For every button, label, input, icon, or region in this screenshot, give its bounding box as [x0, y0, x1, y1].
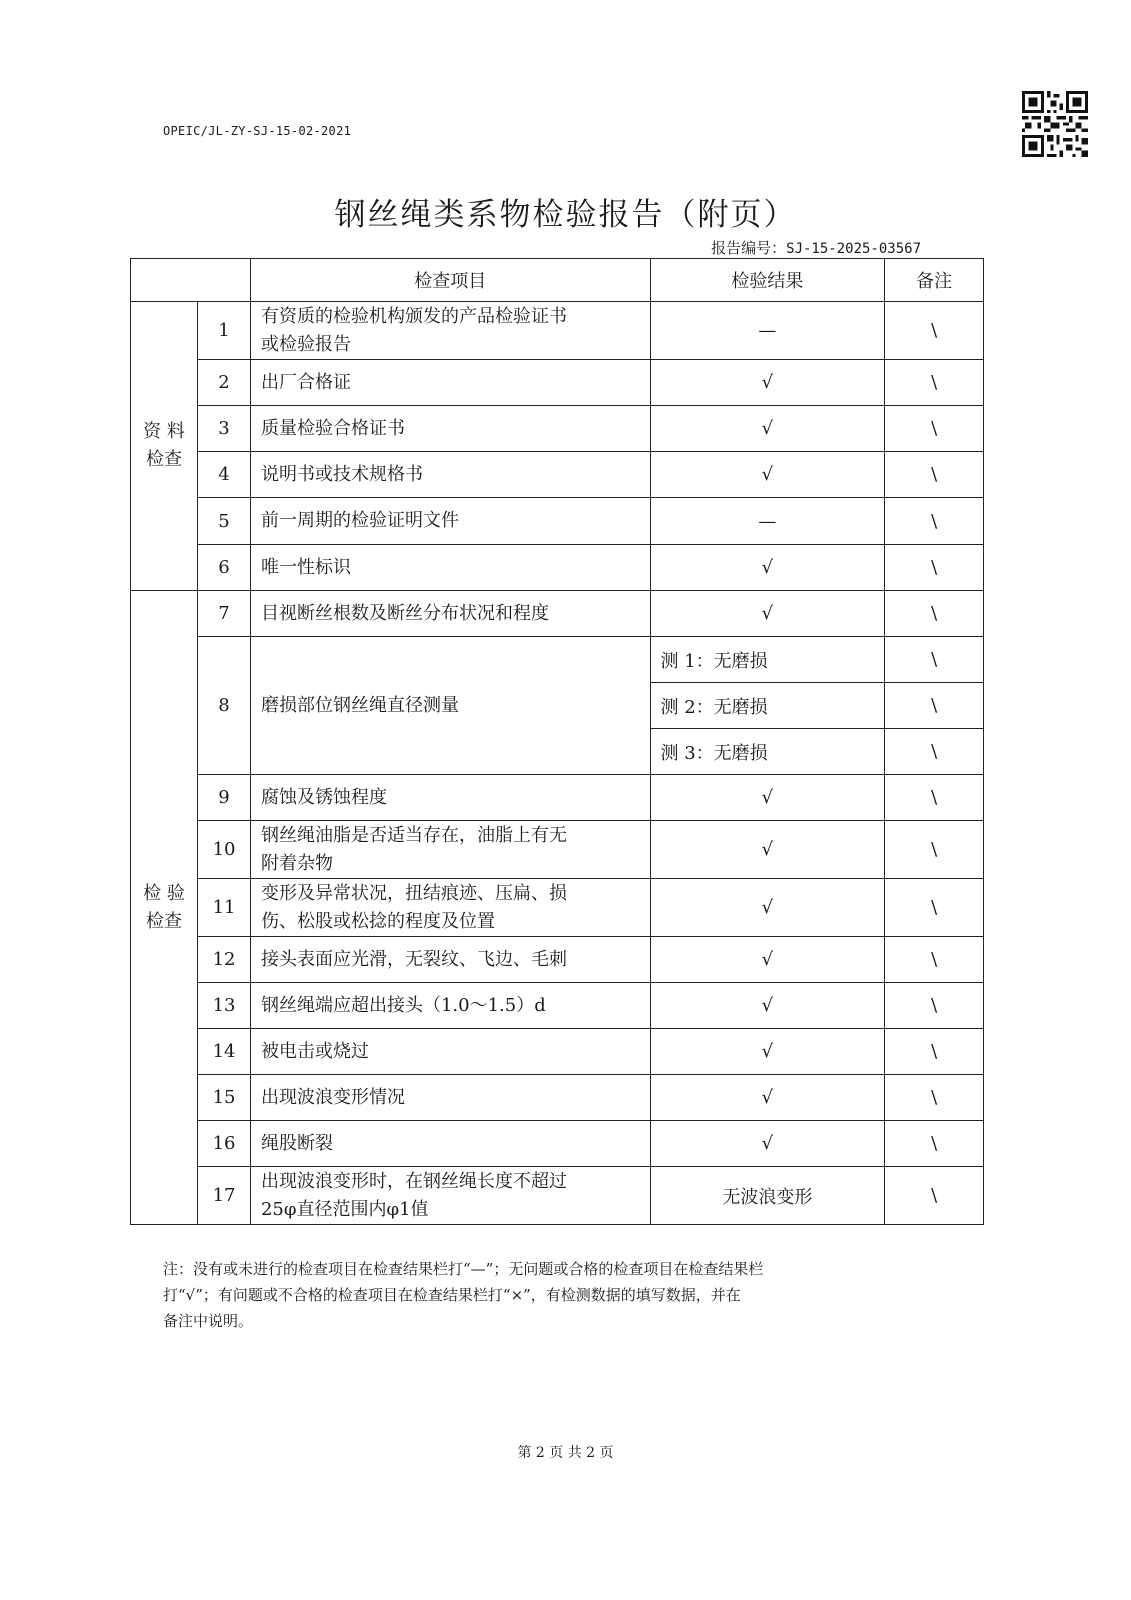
row-remark: \	[885, 498, 984, 545]
footnote-line: 备注中说明。	[163, 1312, 254, 1330]
row-number: 17	[198, 1167, 251, 1225]
document-code: OPEIC/JL-ZY-SJ-15-02-2021	[163, 124, 352, 138]
table-row	[131, 498, 984, 545]
row-number: 6	[198, 545, 251, 591]
header-blank-cell	[131, 259, 251, 302]
table-row	[131, 1075, 984, 1121]
row-item: 接头表面应光滑，无裂纹、飞边、毛刺	[250, 937, 650, 983]
row-item: 目视断丝根数及断丝分布状况和程度	[250, 591, 650, 637]
group-label-inspection-check: 检 验 检查	[131, 591, 198, 1225]
row-number: 15	[198, 1075, 251, 1121]
row-result: √	[650, 360, 885, 406]
row-number: 3	[198, 406, 251, 452]
measurement-result: 测 1：无磨损	[650, 637, 885, 683]
row-number: 11	[198, 879, 251, 937]
row-item: 出现波浪变形时，在钢丝绳长度不超过 25φ直径范围内φ1值	[250, 1167, 650, 1225]
row-number: 14	[198, 1029, 251, 1075]
header-item: 检查项目	[250, 259, 650, 302]
table-row	[131, 1167, 984, 1225]
row-number: 4	[198, 452, 251, 498]
report-number	[711, 237, 921, 258]
report-number-value: SJ-15-2025-03567	[786, 241, 921, 257]
row-number: 5	[198, 498, 251, 545]
row-item: 唯一性标识	[250, 545, 650, 591]
table-row	[131, 821, 984, 879]
row-item: 被电击或烧过	[250, 1029, 650, 1075]
row-remark: \	[885, 821, 984, 879]
row-remark: \	[885, 1075, 984, 1121]
row-number: 12	[198, 937, 251, 983]
row-remark: \	[885, 937, 984, 983]
table-row	[131, 1121, 984, 1167]
row-result: √	[650, 1121, 885, 1167]
row-item: 前一周期的检验证明文件	[250, 498, 650, 545]
table-row	[131, 406, 984, 452]
row-result: √	[650, 406, 885, 452]
row-result: √	[650, 1075, 885, 1121]
row-item: 出厂合格证	[250, 360, 650, 406]
header-remark: 备注	[885, 259, 984, 302]
row-result: √	[650, 775, 885, 821]
group-label-document-check: 资 料 检查	[131, 302, 198, 591]
row-number: 1	[198, 302, 251, 360]
row-result: 无波浪变形	[650, 1167, 885, 1225]
footnote-line: 注：没有或未进行的检查项目在检查结果栏打“—”；无问题或合格的检查项目在检查结果栏	[163, 1260, 764, 1278]
row-remark: \	[885, 1167, 984, 1225]
report-title: 钢丝绳类系物检验报告（附页）	[334, 197, 797, 233]
row-item: 质量检验合格证书	[250, 406, 650, 452]
row-remark: \	[885, 683, 984, 729]
header-result: 检验结果	[650, 259, 885, 302]
row-result: √	[650, 1029, 885, 1075]
row-item: 磨损部位钢丝绳直径测量	[250, 637, 650, 775]
table-row	[131, 637, 984, 683]
row-number: 10	[198, 821, 251, 879]
row-result: √	[650, 983, 885, 1029]
row-result: √	[650, 545, 885, 591]
row-result: √	[650, 879, 885, 937]
row-result: —	[650, 302, 885, 360]
row-remark: \	[885, 360, 984, 406]
table-row	[131, 360, 984, 406]
table-row	[131, 452, 984, 498]
report-number-label: 报告编号：	[711, 239, 787, 257]
row-remark: \	[885, 406, 984, 452]
row-item: 绳股断裂	[250, 1121, 650, 1167]
row-item: 变形及异常状况，扭结痕迹、压扁、损 伤、松股或松捻的程度及位置	[250, 879, 650, 937]
row-number: 2	[198, 360, 251, 406]
row-remark: \	[885, 637, 984, 683]
row-remark: \	[885, 302, 984, 360]
row-number: 13	[198, 983, 251, 1029]
row-result: √	[650, 937, 885, 983]
row-remark: \	[885, 879, 984, 937]
row-result: √	[650, 591, 885, 637]
table-row	[131, 879, 984, 937]
row-item: 钢丝绳油脂是否适当存在，油脂上有无 附着杂物	[250, 821, 650, 879]
row-item: 有资质的检验机构颁发的产品检验证书 或检验报告	[250, 302, 650, 360]
row-result: √	[650, 452, 885, 498]
table-row	[131, 302, 984, 360]
inspection-table	[130, 258, 984, 1225]
table-header-row	[131, 259, 984, 302]
table-row	[131, 591, 984, 637]
table-row	[131, 937, 984, 983]
row-remark: \	[885, 983, 984, 1029]
table-row	[131, 1029, 984, 1075]
row-result: —	[650, 498, 885, 545]
page-number: 第 2 页 共 2 页	[517, 1445, 614, 1461]
row-remark: \	[885, 545, 984, 591]
row-item: 钢丝绳端应超出接头（1.0～1.5）d	[250, 983, 650, 1029]
row-item: 腐蚀及锈蚀程度	[250, 775, 650, 821]
table-row	[131, 775, 984, 821]
row-remark: \	[885, 1029, 984, 1075]
row-remark: \	[885, 591, 984, 637]
row-remark: \	[885, 729, 984, 775]
table-row	[131, 983, 984, 1029]
row-result: √	[650, 821, 885, 879]
qr-code-icon	[1022, 91, 1088, 157]
row-number: 8	[198, 637, 251, 775]
row-remark: \	[885, 1121, 984, 1167]
row-item: 出现波浪变形情况	[250, 1075, 650, 1121]
row-number: 7	[198, 591, 251, 637]
footnote-line: 打“√”；有问题或不合格的检查项目在检查结果栏打“×”，有检测数据的填写数据，并在	[163, 1286, 741, 1304]
footnote	[163, 1256, 963, 1334]
row-remark: \	[885, 452, 984, 498]
row-number: 16	[198, 1121, 251, 1167]
row-remark: \	[885, 775, 984, 821]
measurement-result: 测 3：无磨损	[650, 729, 885, 775]
row-number: 9	[198, 775, 251, 821]
row-item: 说明书或技术规格书	[250, 452, 650, 498]
table-row	[131, 545, 984, 591]
measurement-result: 测 2：无磨损	[650, 683, 885, 729]
